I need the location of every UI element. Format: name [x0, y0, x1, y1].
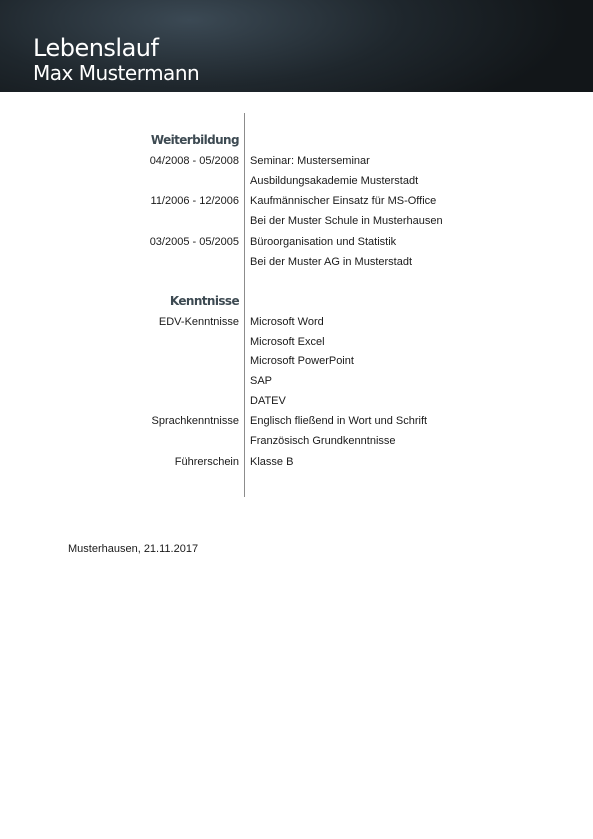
header-banner: [0, 0, 593, 92]
section-title-weiterbildung: Weiterbildung: [150, 133, 239, 147]
skill-item: SAP: [250, 375, 273, 387]
document-title: Lebenslauf: [33, 34, 159, 62]
entry-date: 11/2006 - 12/2006: [150, 195, 239, 207]
skill-label-edv: EDV-Kenntnisse: [158, 316, 239, 328]
entry-line: Seminar: Musterseminar: [250, 155, 370, 167]
skill-item: Microsoft PowerPoint: [250, 355, 354, 367]
entry-date: 04/2008 - 05/2008: [149, 155, 239, 167]
entry-date: 03/2005 - 05/2005: [149, 236, 239, 248]
place-date-signature: Musterhausen, 21.11.2017: [68, 543, 199, 555]
person-name: Max Mustermann: [33, 61, 200, 85]
entry-line: Bei der Muster Schule in Musterhausen: [250, 215, 443, 227]
license-value: Klasse B: [250, 456, 294, 468]
entry-line: Bei der Muster AG in Musterstadt: [250, 256, 413, 268]
entry-line: Ausbildungsakademie Musterstadt: [250, 175, 419, 187]
skill-item: Microsoft Excel: [250, 336, 325, 348]
divider-line: [244, 113, 245, 497]
skill-item: Microsoft Word: [250, 316, 324, 328]
language-item: Französisch Grundkenntnisse: [250, 435, 396, 447]
language-item: Englisch fließend in Wort und Schrift: [250, 415, 428, 427]
skill-label-sprache: Sprachkenntnisse: [151, 415, 239, 427]
skill-label-fuehrerschein: Führerschein: [174, 456, 239, 468]
entry-line: Büroorganisation und Statistik: [250, 236, 397, 248]
skill-item: DATEV: [250, 395, 286, 407]
entry-line: Kaufmännischer Einsatz für MS-Office: [250, 195, 437, 207]
section-title-kenntnisse: Kenntnisse: [169, 294, 239, 308]
